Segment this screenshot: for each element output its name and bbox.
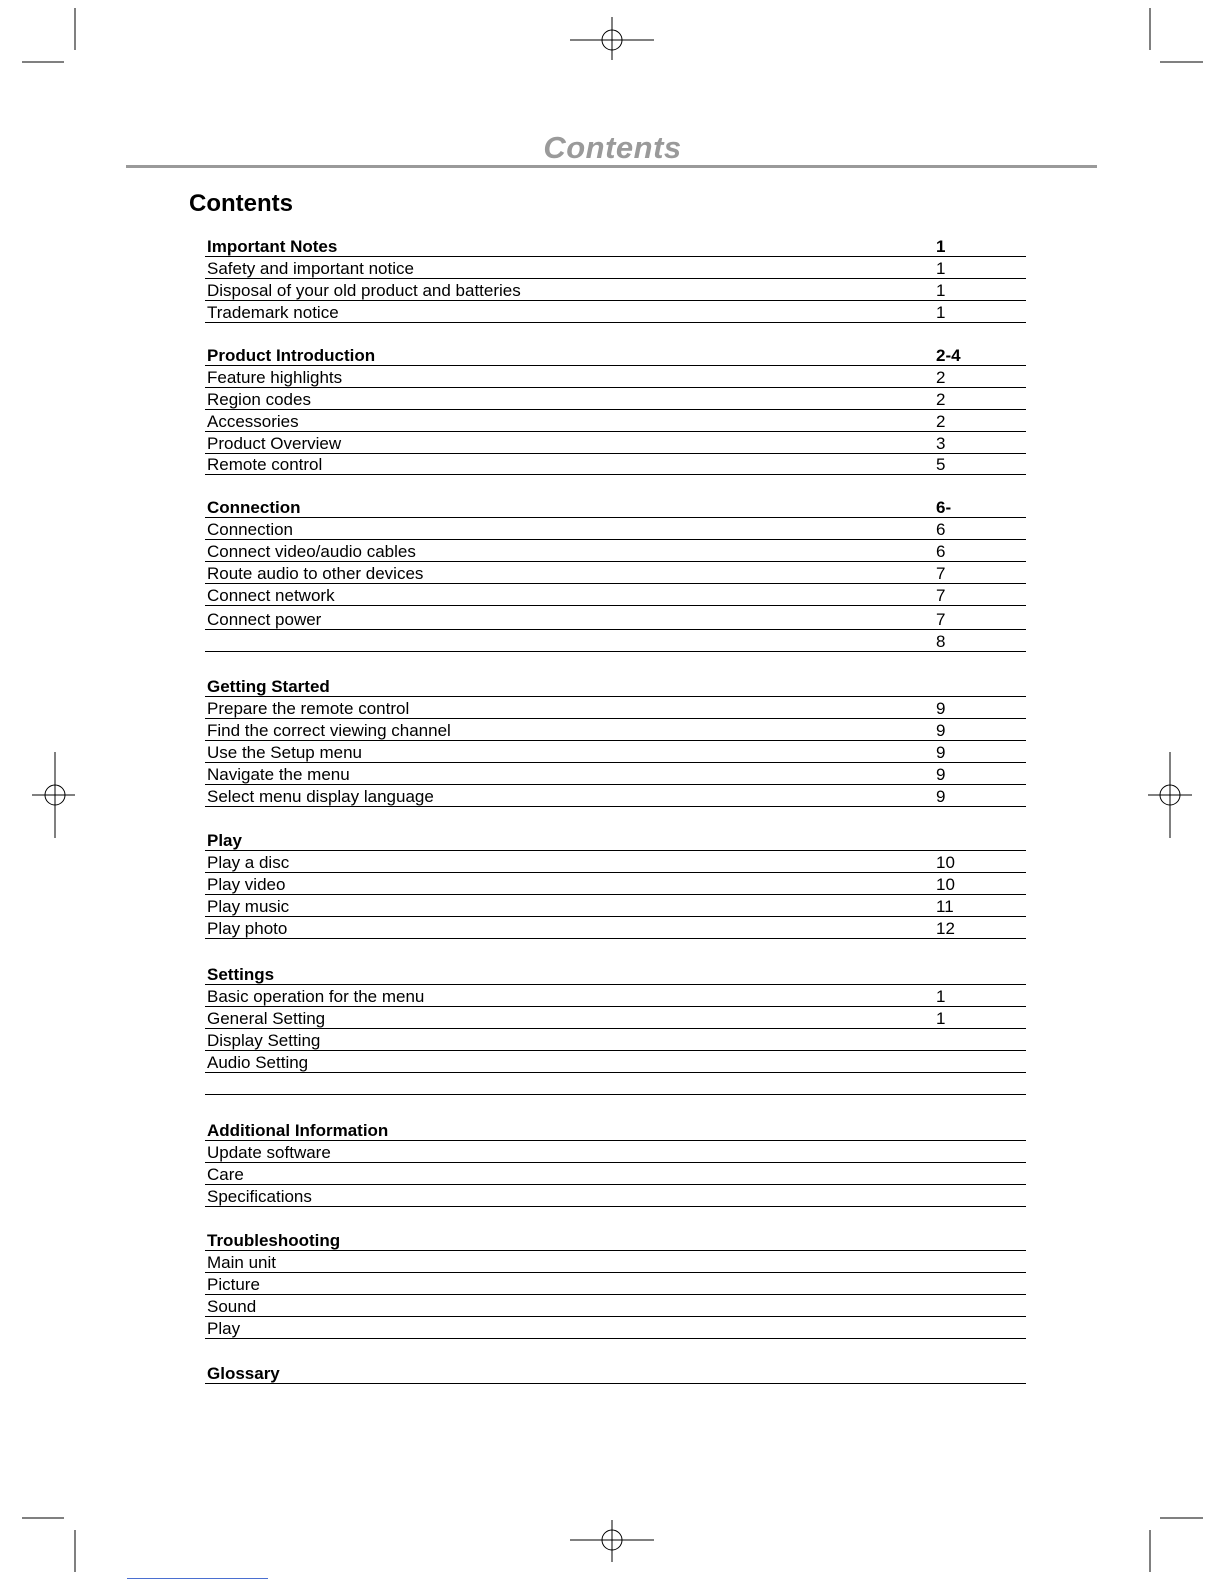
toc-section-title: Product Introduction: [207, 346, 376, 365]
toc-entry-title: Play music: [207, 897, 290, 916]
toc-entry-title: Remote control: [207, 455, 323, 474]
toc-entry-row[interactable]: [205, 302, 1026, 323]
toc-entry-title: Play a disc: [207, 853, 290, 872]
header-rule: [126, 165, 1097, 168]
toc-entry-title: Connection: [207, 520, 294, 539]
toc-entry-title: Select menu display language: [207, 787, 434, 806]
toc-section-title: Important Notes: [207, 237, 338, 256]
toc-section-row[interactable]: [205, 345, 1026, 366]
toc-section-row[interactable]: [205, 830, 1026, 851]
toc-page-number: 2: [936, 390, 946, 409]
toc-page-number: 3: [936, 434, 946, 453]
toc-entry-title: Play video: [207, 875, 286, 894]
toc-entry-row[interactable]: [205, 1186, 1026, 1207]
toc-page-number: 2: [936, 368, 946, 387]
toc-entry-row[interactable]: [205, 764, 1026, 785]
toc-page-number: 2: [936, 412, 946, 431]
toc-section-title: Connection: [207, 498, 301, 517]
toc-entry-title: Navigate the menu: [207, 765, 350, 784]
toc-entry-title: Route audio to other devices: [207, 564, 424, 583]
toc-section-row[interactable]: [205, 964, 1026, 985]
toc-entry-row[interactable]: [205, 896, 1026, 917]
toc-entry-row[interactable]: [205, 541, 1026, 562]
toc-section-title: Getting Started: [207, 677, 330, 696]
toc-entry-row[interactable]: [205, 1318, 1026, 1339]
toc-heading: Contents: [189, 190, 293, 217]
toc-entry-row[interactable]: [205, 874, 1026, 895]
toc-entry-row[interactable]: [205, 563, 1026, 584]
toc-entry-title: Safety and important notice: [207, 259, 414, 278]
toc-page-number: 9: [936, 743, 946, 762]
toc-entry-row[interactable]: [205, 1052, 1026, 1073]
toc-page-number: 8: [936, 632, 946, 651]
toc-entry-row[interactable]: [205, 280, 1026, 301]
registration-mark-bottom: [570, 1520, 654, 1562]
toc-entry-row[interactable]: [205, 519, 1026, 540]
toc-entry-row[interactable]: [205, 1008, 1026, 1029]
toc-page-number: 1: [936, 237, 946, 256]
toc-entry-row[interactable]: [205, 631, 1026, 652]
toc-page-number: 1: [936, 281, 946, 300]
toc-section-title: Additional Information: [207, 1121, 389, 1140]
toc-entry-title: Play: [207, 1319, 241, 1338]
toc-entry-title: Feature highlights: [207, 368, 343, 387]
toc-entry-row[interactable]: [205, 433, 1026, 454]
toc-page-number: 12: [936, 919, 955, 938]
toc-section-title: Troubleshooting: [207, 1231, 341, 1250]
running-header-title: Contents: [543, 130, 682, 165]
toc-page-number: 9: [936, 787, 946, 806]
toc-page-number: 9: [936, 765, 946, 784]
toc-entry-row[interactable]: [205, 1296, 1026, 1317]
toc-section-row[interactable]: [205, 676, 1026, 697]
toc-entry-row[interactable]: [205, 852, 1026, 873]
toc-page-number: 1: [936, 1009, 946, 1028]
toc-entry-title: Product Overview: [207, 434, 342, 453]
toc-entry-title: General Setting: [207, 1009, 326, 1028]
toc-entry-row[interactable]: [205, 720, 1026, 741]
toc-entry-row[interactable]: [205, 1074, 1026, 1095]
registration-mark-top: [570, 17, 654, 60]
toc-entry-row[interactable]: [205, 389, 1026, 410]
toc-page-number: 10: [936, 853, 955, 872]
toc-entry-title: Main unit: [207, 1253, 276, 1272]
toc-section-row[interactable]: [205, 1120, 1026, 1141]
toc-entry-row[interactable]: [205, 698, 1026, 719]
toc-page-number: 11: [936, 897, 954, 916]
toc-entry-title: Picture: [207, 1275, 260, 1294]
toc-entry-title: Region codes: [207, 390, 311, 409]
toc-entry-title: Disposal of your old product and batteries: [207, 281, 521, 300]
toc-page-number: 6: [936, 542, 946, 561]
toc-page-number: 5: [936, 455, 946, 474]
toc-entry-title: Basic operation for the menu: [207, 987, 425, 1006]
toc-entry-title: Play photo: [207, 919, 288, 938]
toc-entry-row[interactable]: [205, 1142, 1026, 1163]
bottom-underline: [127, 1578, 268, 1579]
toc-page-number: 9: [936, 721, 946, 740]
toc-entry-row[interactable]: [205, 786, 1026, 807]
toc-entry-row[interactable]: [205, 1252, 1026, 1273]
toc-entry-row[interactable]: [205, 454, 1026, 475]
toc-section-row[interactable]: [205, 1230, 1026, 1251]
toc-page-number: 1: [936, 987, 946, 1006]
toc-page-number: 1: [936, 303, 946, 322]
registration-mark-right: [1148, 752, 1192, 838]
toc-entry-row[interactable]: [205, 258, 1026, 279]
toc-page-number: 7: [936, 610, 946, 629]
toc-section-title: Settings: [207, 965, 275, 984]
toc-page-number: 6: [936, 520, 946, 539]
toc-entry-title: Use the Setup menu: [207, 743, 362, 762]
toc-entry-row[interactable]: [205, 609, 1026, 630]
toc-entry-row[interactable]: [205, 918, 1026, 939]
toc-entry-row[interactable]: [205, 1030, 1026, 1051]
toc-entry-row[interactable]: [205, 1274, 1026, 1295]
toc-entry-row[interactable]: [205, 742, 1026, 763]
toc-entry-title: Care: [207, 1165, 244, 1184]
toc-entry-title: Connect video/audio cables: [207, 542, 416, 561]
toc-page-number: 2-4: [936, 346, 961, 365]
toc-page-number: 7: [936, 564, 946, 583]
toc-entry-title: Prepare the remote control: [207, 699, 410, 718]
toc-section-title: Play: [207, 831, 242, 850]
toc-section-row[interactable]: [205, 497, 1026, 518]
toc-entry-row[interactable]: [205, 367, 1026, 388]
toc-page-number: 10: [936, 875, 955, 894]
toc-entry-title: Connect power: [207, 610, 322, 629]
toc-section-row[interactable]: [205, 236, 1026, 257]
toc-entry-title: Connect network: [207, 586, 335, 605]
toc-section-row[interactable]: [205, 1363, 1026, 1384]
toc-page-number: 1: [936, 259, 946, 278]
toc-entry-title: Find the correct viewing channel: [207, 721, 451, 740]
toc-section-title: Glossary: [207, 1364, 280, 1383]
toc-entry-title: Display Setting: [207, 1031, 321, 1050]
toc-page-number: 7: [936, 586, 946, 605]
toc-entry-row[interactable]: [205, 585, 1026, 606]
toc-entry-row[interactable]: [205, 986, 1026, 1007]
toc-entry-title: Trademark notice: [207, 303, 339, 322]
toc-entry-title: Specifications: [207, 1187, 312, 1206]
toc-entry-title: Sound: [207, 1297, 257, 1316]
toc-page-number: 6-: [936, 498, 952, 517]
registration-mark-left: [32, 752, 75, 838]
toc-entry-title: Update software: [207, 1143, 331, 1162]
toc-page-number: 9: [936, 699, 946, 718]
toc-entry-title: Accessories: [207, 412, 299, 431]
toc-entry-row[interactable]: [205, 1164, 1026, 1185]
toc-entry-row[interactable]: [205, 411, 1026, 432]
toc-entry-title: Audio Setting: [207, 1053, 309, 1072]
